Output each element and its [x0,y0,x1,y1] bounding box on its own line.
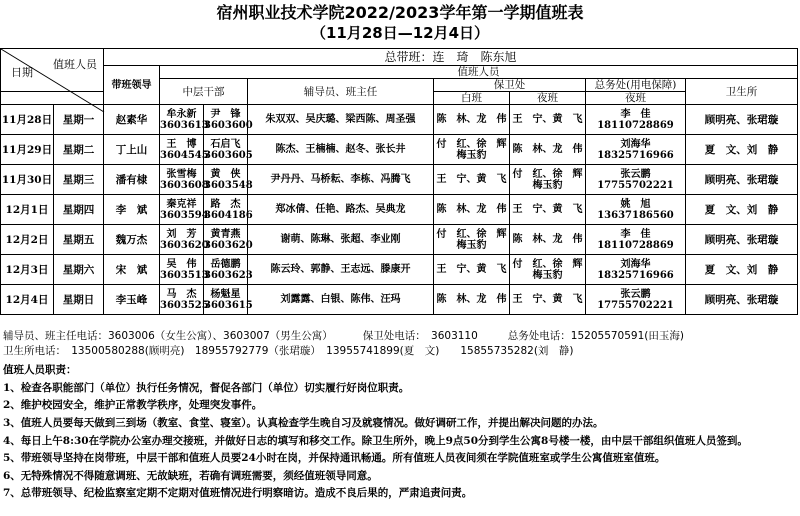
contacts-line-1 [3,330,684,343]
cadre1-phone: 3604545 [160,149,209,161]
duty-table [0,48,798,315]
cadre1-name: 张雪梅 [166,168,197,180]
duty-item: 1、检查各职能部门（单位）执行任务情况，督促各部门（单位）切实履行好岗位职责。 [3,381,410,394]
leader-cell: 宋 斌 [104,255,160,285]
duty-item: 5、带班领导坚持在岗带班，中层干部和值班人员要24小时在岗，并保持通讯畅通。所有值班人员夜间须在学院值班室或学生公寓值班室值班。 [3,452,666,464]
middle-cadre-header: 中层干部 [160,79,248,105]
leader-cell: 李玉峰 [104,285,160,315]
security-header: 保卫处 [434,79,586,92]
counselor-cell: 谢萌、陈琳、张超、李业刚 [248,225,434,255]
weekday-cell: 星期一 [54,105,104,135]
general-lead-label: 总带班： [384,50,433,64]
counselor-header: 辅导员、班主任 [248,79,434,105]
general-affairs-phone: 总务处电话：15205570591(田玉海) [507,330,684,342]
date-cell: 12月3日 [1,255,54,285]
table-row [1,225,798,255]
general-affairs-cell [586,105,686,135]
ga-phone: 18110728869 [597,239,674,251]
general-affairs-cell [586,255,686,285]
contacts-line-2 [3,345,574,358]
cadre2-name: 尹 锋 [210,108,241,120]
ga-phone: 18325716966 [597,269,674,281]
health-cell: 夏 文、刘 静 [686,195,798,225]
leader-cell: 丁上山 [104,135,160,165]
duty-item: 2、维护校园安全，维护正常教学秩序，处理突发事件。 [3,399,263,411]
security-day-cell: 陈 林、龙 伟 [434,195,510,225]
duties-heading: 值班人员职责： [3,364,77,376]
cadre2-cell [204,135,253,165]
counselor-cell: 尹丹丹、马桥耘、李栋、冯腾飞 [248,165,434,195]
ga-name: 张云鹏 [620,168,651,180]
duties-section [3,362,797,503]
cadre2-phone: 3604186 [204,209,253,221]
date-cell: 11月29日 [1,135,54,165]
health-cell: 顾明亮、张珺璇 [686,285,798,315]
security-day-cell: 陈 林、龙 伟 [434,105,510,135]
health-cell: 夏 文、刘 静 [686,255,798,285]
cadre2-name: 黄青燕 [210,228,241,240]
health-header: 卫生所 [686,79,798,105]
cadre2-phone: 3603600 [204,119,253,131]
general-affairs-cell [586,285,686,315]
security-night-cell: 陈 林、龙 伟 [510,135,586,165]
cadre2-name: 岳德鹏 [210,258,241,270]
cadre1-cell [160,225,209,255]
duty-item: 7、总带班领导、纪检监察室定期不定期对值班情况进行明察暗访。造成不良后果的，严肃追责问责。 [3,487,473,499]
cadre2-phone: 3603615 [204,299,253,311]
cadre1-phone: 3603613 [160,119,209,131]
cadre1-cell [160,105,209,135]
cadre1-phone: 3603513 [160,269,209,281]
general-affairs-cell [586,225,686,255]
weekday-cell: 星期四 [54,195,104,225]
duty-person-label: 值班人员 [53,58,97,71]
health-cell: 夏 文、刘 静 [686,135,798,165]
date-cell: 11月28日 [1,105,54,135]
cadre1-phone: 3603620 [160,239,209,251]
cadre1-name: 马 杰 [166,288,197,300]
cadre2-cell [204,255,253,285]
cadre2-phone: 3603623 [204,269,253,281]
ga-name: 刘海华 [620,138,651,150]
counselor-cell: 朱双双、吴庆璐、梁西陈、周圣强 [248,105,434,135]
cadre2-phone: 3603548 [204,179,253,191]
cadre1-cell [160,195,209,225]
cadre2-phone: 3603605 [204,149,253,161]
security-night-cell: 王 宁、黄 飞 [510,195,586,225]
cadre2-name: 石启飞 [210,138,241,150]
leader-cell: 魏万杰 [104,225,160,255]
cadre2-name: 杨魁星 [210,288,241,300]
general-affairs-cell [586,195,686,225]
ga-phone: 17755702221 [597,179,674,191]
security-night-cell: 付 红、徐 辉 梅玉豹 [510,165,586,195]
security-night-cell: 王 宁、黄 飞 [510,105,586,135]
security-night-header: 夜班 [510,92,586,105]
leader-cell: 李 斌 [104,195,160,225]
table-row [1,105,798,135]
general-affairs-header: 总务处(用电保障) [586,79,686,92]
ga-phone: 17755702221 [597,299,674,311]
security-day-cell: 付 红、徐 辉 梅玉豹 [434,225,510,255]
cadre2-name: 路 杰 [210,198,241,210]
ga-phone: 18325716966 [597,149,674,161]
ga-phone: 18110728869 [597,119,674,131]
counselor-cell: 陈云玲、郭静、王志远、滕康开 [248,255,434,285]
cadre2-cell [204,225,253,255]
cadre2-cell [204,165,253,195]
cadre1-name: 秦克祥 [166,198,197,210]
weekday-cell: 星期二 [54,135,104,165]
staff-header: 值班人员 [160,66,798,79]
leader-cell: 潘有棣 [104,165,160,195]
security-night-cell: 王 宁、黄 飞 [510,285,586,315]
date-cell: 12月4日 [1,285,54,315]
corner-header-cell [1,49,104,92]
cadre1-phone: 3603594 [160,209,209,221]
ga-name: 张云鹏 [620,288,651,300]
security-day-cell: 陈 林、龙 伟 [434,285,510,315]
cadre1-cell [160,285,209,315]
security-day-cell: 王 宁、黄 飞 [434,255,510,285]
counselor-cell: 刘露露、白银、陈伟、汪玛 [248,285,434,315]
general-affairs-cell [586,135,686,165]
date-label: 日期 [11,66,33,79]
general-lead-names: 连 琦 陈东旭 [432,50,517,64]
security-day-cell: 付 红、徐 辉 梅玉豹 [434,135,510,165]
ga-phone: 13637186560 [597,209,674,221]
duty-item: 4、每日上午8:30在学院办公室办理交接班，并做好日志的填写和移交工作。除卫生所外，晚上9点50分到学生公寓8号楼一楼，由中层干部组织值班人员签到。 [3,435,748,447]
cadre1-name: 刘 芳 [166,228,197,240]
security-phone: 保卫处电话： 3603110 [362,330,478,342]
date-cell: 12月1日 [1,195,54,225]
counselor-cell: 郑冰倩、任艳、路杰、吴典龙 [248,195,434,225]
table-row [1,285,798,315]
general-affairs-night-header: 夜班 [586,92,686,105]
counselor-phones: 辅导员、班主任电话：3603006（女生公寓）、3603007（男生公寓） [3,330,333,342]
ga-name: 刘海华 [620,258,651,270]
general-lead-row [104,49,798,66]
cadre1-name: 牟永新 [166,108,197,120]
weekday-cell: 星期三 [54,165,104,195]
ga-name: 姚 旭 [620,198,651,210]
page-title: 宿州职业技术学院2022/2023学年第一学期值班表 [216,3,584,22]
page-subtitle: （11月28日—12月4日） [310,24,490,42]
counselor-cell: 陈杰、王楠楠、赵冬、张长井 [248,135,434,165]
weekday-cell: 星期五 [54,225,104,255]
cadre2-cell [204,285,253,315]
cadre1-name: 王 博 [166,138,197,150]
ga-name: 李 佳 [620,228,651,240]
cadre1-phone: 3603525 [160,299,209,311]
cadre1-name: 吴 伟 [166,258,197,270]
date-cell: 11月30日 [1,165,54,195]
ga-name: 李 佳 [620,108,651,120]
date-cell: 12月2日 [1,225,54,255]
weekday-cell: 星期日 [54,285,104,315]
cadre2-phone: 3603620 [204,239,253,251]
health-phones: 卫生所电话： 13500580288(顾明亮) 18955792779（张珺璇） 13955741899(夏 文) 15855735282(刘 静) [3,345,574,357]
security-night-cell: 陈 林、龙 伟 [510,225,586,255]
security-night-cell: 付 红、徐 辉 梅玉豹 [510,255,586,285]
weekday-cell: 星期六 [54,255,104,285]
cadre2-name: 黄 侠 [210,168,241,180]
leader-cell: 赵素华 [104,105,160,135]
general-affairs-cell [586,165,686,195]
duty-item: 3、值班人员要每天做到三到场（教室、食堂、寝室）。认真检查学生晚自习及就寝情况。做好调研工作，并提出解决问题的办法。 [3,416,604,429]
table-row [1,255,798,285]
lead-leader-header: 带班领导 [104,66,160,105]
cadre2-cell [204,105,253,135]
table-row [1,195,798,225]
security-day-cell: 王 宁、黄 飞 [434,165,510,195]
table-row [1,165,798,195]
cadre1-cell [160,165,209,195]
duty-item: 6、无特殊情况不得随意调班、无故缺班，若确有调班需要，须经值班领导同意。 [3,469,378,482]
security-day-header: 白班 [434,92,510,105]
health-cell: 顾明亮、张珺璇 [686,225,798,255]
table-row [1,135,798,165]
cadre2-cell [204,195,253,225]
health-cell: 顾明亮、张珺璇 [686,105,798,135]
cadre1-phone: 3603608 [160,179,209,191]
cadre1-cell [160,255,209,285]
health-cell: 顾明亮、张珺璇 [686,165,798,195]
cadre1-cell [160,135,209,165]
